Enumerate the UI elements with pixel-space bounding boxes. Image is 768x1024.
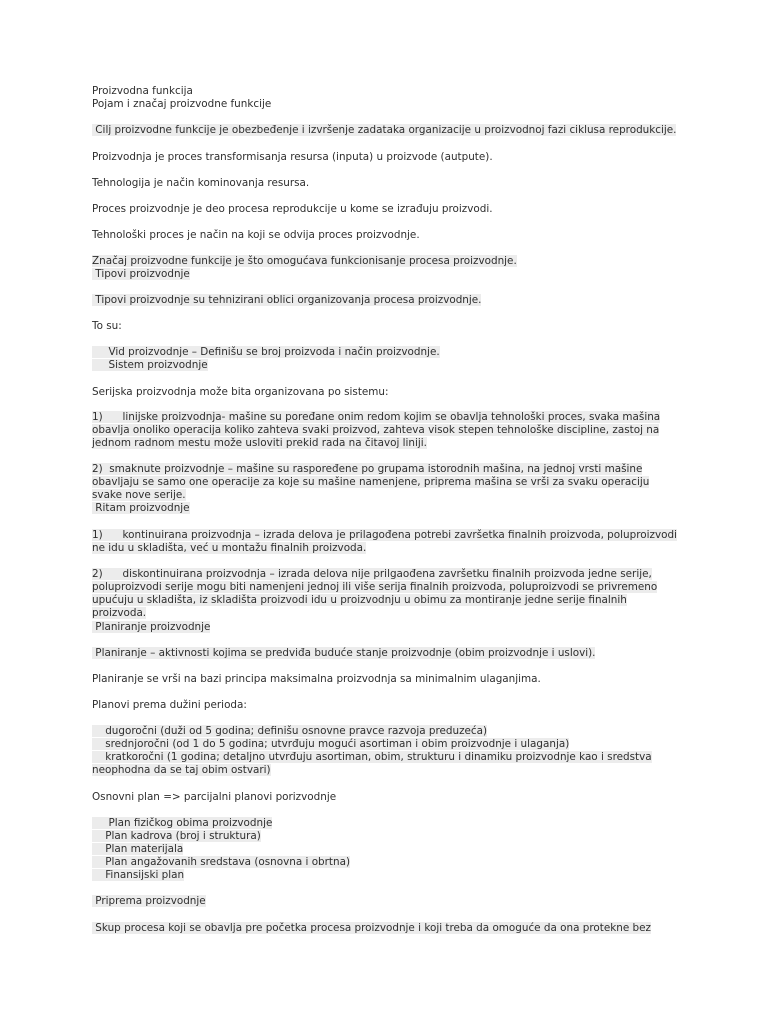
paragraph-diskontinuirana bbox=[92, 568, 682, 620]
section-heading-planiranje bbox=[92, 621, 692, 635]
paragraph-smaknute-line-1: 2) smaknute proizvodnje – mašine su raspoređene po grupama istorodnih mašina, na jednoj vrsti mašine bbox=[92, 463, 643, 475]
list-item-sistem bbox=[92, 359, 692, 373]
paragraph-znacaj bbox=[92, 255, 692, 269]
list-item-kratkorocni-line-2: neophodna da se taj obim ostvari) bbox=[92, 764, 271, 776]
paragraph-skup-text: Skup procesa koji se obavlja pre početka procesa proizvodnje i koji treba da omoguće da ona protekne bez bbox=[92, 922, 651, 934]
paragraph-diskontinuirana-line-1: 2) diskontinuirana proizvodnja – izrada delova nije prilgaođena završetku finalnih proizvoda jedne serije, bbox=[92, 568, 652, 580]
paragraph-proces: Proces proizvodnje je deo procesa reprodukcije u kome se izrađuju proizvodi. bbox=[92, 203, 493, 215]
paragraph-proizvodnja: Proizvodnja je proces transformisanja resursa (inputa) u proizvode (autpute). bbox=[92, 151, 493, 163]
section-heading-ritam bbox=[92, 502, 692, 516]
list-item-plan-angazovanih: Plan angažovanih sredstava (osnovna i obrtna) bbox=[92, 856, 351, 868]
section-heading-planiranje-text: Planiranje proizvodnje bbox=[92, 621, 211, 633]
paragraph-smaknute-line-2: obavljaju se samo one operacije za koje su mašine namenjene, priprema mašina se vrši za svaku operaciju bbox=[92, 476, 650, 488]
paragraph-serijska: Serijska proizvodnja može bita organizovana po sistemu: bbox=[92, 386, 389, 398]
paragraph-linijske-line-1: 1) linijske proizvodnja- mašine su poređane onim redom kojim se obavlja tehnološki proces, svaka mašina bbox=[92, 411, 661, 423]
paragraph-smaknute bbox=[92, 463, 682, 502]
paragraph-planiranje bbox=[92, 647, 692, 661]
list-item-srednjorocni: srednjoročni (od 1 do 5 godina; utvrđuju mogući asortiman i obim proizvodnje i ulaganja) bbox=[92, 738, 570, 750]
paragraph-kontinuirana bbox=[92, 529, 682, 555]
paragraph-tehnologija: Tehnologija je način kominovanja resursa. bbox=[92, 177, 310, 189]
list-item-dugorocni: dugoročni (duži od 5 godina; definišu osnovne pravce razvoja preduzeća) bbox=[92, 725, 488, 737]
paragraph-osnovni-plan: Osnovni plan => parcijalni planovi porizvodnje bbox=[92, 791, 337, 803]
paragraph-kontinuirana-line-2: ne idu u skladišta, već u montažu finalnih proizvoda. bbox=[92, 542, 367, 554]
section-heading-tipovi-text: Tipovi proizvodnje bbox=[92, 268, 190, 280]
paragraph-princip: Planiranje se vrši na bazi principa maksimalna proizvodnja sa minimalnim ulaganjima. bbox=[92, 673, 541, 685]
list-item-vid bbox=[92, 346, 692, 360]
list-item-kratkorocni-line-1: kratkoročni (1 godina; detaljno utvrđuju asortiman, obim, strukturu i dinamiku proizvodnje kao i sredstva bbox=[92, 751, 652, 763]
list-item-plan-materijala: Plan materijala bbox=[92, 843, 184, 855]
paragraph-diskontinuirana-line-4: proizvoda. bbox=[92, 607, 147, 619]
paragraph-to-su: To su: bbox=[92, 320, 122, 332]
paragraph-smaknute-line-3: svake nove serije. bbox=[92, 489, 186, 501]
paragraph-tipovi bbox=[92, 294, 692, 308]
paragraph-skup bbox=[92, 922, 692, 936]
paragraph-diskontinuirana-line-2: poluproizvodi serije mogu biti namenjeni jednoj ili više serija finalnih proizvoda, poluproizvodi se privremeno bbox=[92, 581, 658, 593]
section-heading-tipovi bbox=[92, 268, 692, 282]
paragraph-planiranje-text: Planiranje – aktivnosti kojima se predviđa buduće stanje proizvodnje (obim proizvodnje i uslovi). bbox=[92, 647, 596, 659]
paragraph-cilj-text: Cilj proizvodne funkcije je obezbeđenje i izvršenje zadataka organizacije u proizvodnoj fazi ciklusa reprodukcije. bbox=[92, 124, 677, 136]
list-item-vid-text: Vid proizvodnje – Definišu se broj proizvoda i način proizvodnje. bbox=[92, 346, 440, 358]
paragraph-kontinuirana-line-1: 1) kontinuirana proizvodnja – izrada delova je prilagođena potrebi završetka finalnih proizvoda, poluproizvodi bbox=[92, 529, 677, 541]
paragraph-cilj bbox=[92, 124, 692, 138]
section-heading-pojam: Pojam i značaj proizvodne funkcije bbox=[92, 98, 272, 110]
list-parcijalni-planovi bbox=[92, 817, 682, 882]
section-heading-priprema bbox=[92, 895, 692, 909]
paragraph-linijske-line-3: jednom radnom mestu može usloviti prekid rada na čitavoj liniji. bbox=[92, 437, 427, 449]
list-planovi bbox=[92, 725, 682, 777]
paragraph-tehnoloski: Tehnološki proces je način na koji se odvija proces proizvodnje. bbox=[92, 229, 420, 241]
list-item-plan-fizickog: Plan fizičkog obima proizvodnje bbox=[92, 817, 273, 829]
list-item-plan-kadrova: Plan kadrova (broj i struktura) bbox=[92, 830, 261, 842]
paragraph-linijske bbox=[92, 411, 682, 450]
paragraph-tipovi-text: Tipovi proizvodnje su tehnizirani oblici organizovanja procesa proizvodnje. bbox=[92, 294, 482, 306]
section-heading-ritam-text: Ritam proizvodnje bbox=[92, 502, 190, 514]
paragraph-planovi: Planovi prema dužini perioda: bbox=[92, 699, 247, 711]
paragraph-znacaj-text: Značaj proizvodne funkcije je što omogućava funkcionisanje procesa proizvodnje. bbox=[92, 255, 517, 267]
section-heading-priprema-text: Priprema proizvodnje bbox=[92, 895, 206, 907]
document-title: Proizvodna funkcija bbox=[92, 85, 193, 97]
list-item-sistem-text: Sistem proizvodnje bbox=[92, 359, 208, 371]
list-item-finansijski-plan: Finansijski plan bbox=[92, 869, 185, 881]
paragraph-diskontinuirana-line-3: upućuju u skladišta, iz skladišta proizvodi idu u proizvodnju u obimu za montiranje jedne serije finalnih bbox=[92, 594, 627, 606]
paragraph-linijske-line-2: obavlja onoliko operacija koliko zahteva svaki proizvod, zahteva visok stepen tehnološke discipline, zastoj na bbox=[92, 424, 660, 436]
